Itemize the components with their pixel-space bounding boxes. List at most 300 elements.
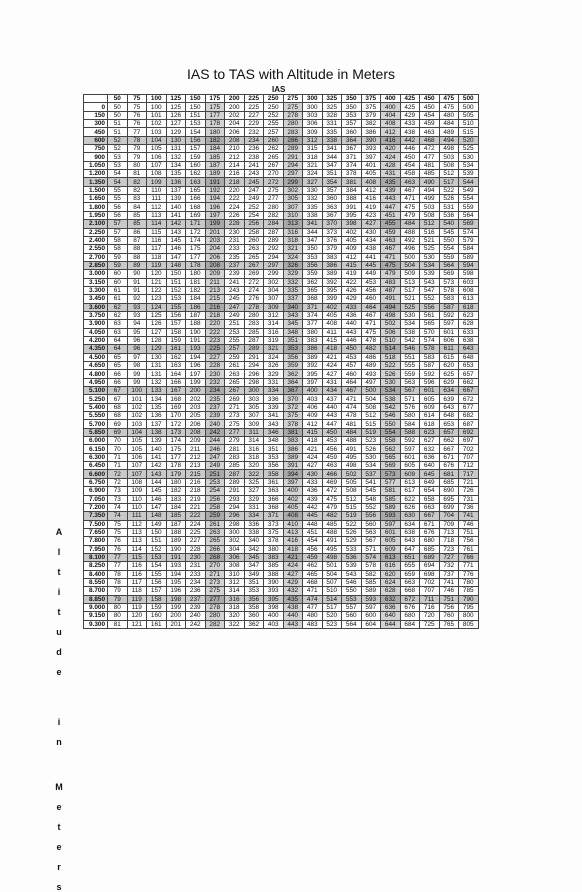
tas-cell: 358 (264, 470, 284, 478)
tas-cell: 164 (166, 370, 186, 378)
tas-cell: 222 (225, 195, 245, 203)
tas-cell: 261 (205, 520, 225, 528)
altitude-cell: 7.500 (84, 520, 108, 528)
tas-cell: 381 (283, 428, 303, 436)
tas-cell: 104 (127, 428, 147, 436)
column-header: 450 (420, 95, 440, 103)
tas-cell: 342 (244, 545, 264, 553)
altitude-label-letter: u (56, 627, 62, 637)
tas-cell: 189 (205, 170, 225, 178)
tas-cell: 303 (244, 395, 264, 403)
tas-cell: 155 (166, 303, 186, 311)
tas-cell: 143 (166, 228, 186, 236)
tas-cell: 491 (322, 537, 342, 545)
tas-cell: 508 (439, 161, 459, 169)
tas-cell: 571 (400, 395, 420, 403)
tas-cell: 136 (147, 412, 167, 420)
tas-cell: 496 (400, 245, 420, 253)
tas-cell: 124 (147, 303, 167, 311)
tas-cell: 500 (400, 253, 420, 261)
tas-cell: 281 (225, 445, 245, 453)
tas-cell: 289 (264, 236, 284, 244)
tas-cell: 737 (439, 570, 459, 578)
tas-cell: 101 (127, 395, 147, 403)
tas-cell: 472 (322, 487, 342, 495)
tas-cell: 255 (225, 336, 245, 344)
tas-cell: 279 (225, 437, 245, 445)
tas-cell: 194 (205, 195, 225, 203)
tas-cell: 229 (244, 120, 264, 128)
tas-cell: 262 (264, 145, 284, 153)
tas-cell: 615 (439, 353, 459, 361)
tas-cell: 522 (381, 362, 401, 370)
tas-cell: 203 (186, 403, 206, 411)
tas-cell: 157 (147, 587, 167, 595)
tas-cell: 134 (166, 161, 186, 169)
tas-cell: 220 (205, 320, 225, 328)
tas-cell: 105 (127, 437, 147, 445)
tas-cell: 805 (459, 620, 479, 628)
tas-cell: 459 (322, 453, 342, 461)
tas-cell: 375 (361, 103, 381, 111)
tas-cell: 251 (205, 470, 225, 478)
tas-cell: 545 (361, 487, 381, 495)
tas-cell: 718 (439, 537, 459, 545)
tas-cell: 436 (303, 487, 323, 495)
tas-cell: 194 (166, 570, 186, 578)
tas-cell: 640 (381, 612, 401, 620)
tas-cell: 419 (342, 270, 362, 278)
tas-cell: 596 (420, 378, 440, 386)
tas-cell: 721 (459, 478, 479, 486)
tas-cell: 299 (264, 270, 284, 278)
tas-cell: 578 (439, 286, 459, 294)
header-row (84, 95, 479, 103)
tas-cell: 347 (322, 161, 342, 169)
tas-cell: 345 (283, 320, 303, 328)
tas-cell: 556 (361, 512, 381, 520)
tas-cell: 725 (420, 620, 440, 628)
tas-cell: 697 (459, 437, 479, 445)
tas-cell: 668 (400, 587, 420, 595)
tas-cell: 368 (303, 295, 323, 303)
tas-cell: 63 (108, 320, 128, 328)
tas-cell: 411 (322, 328, 342, 336)
tas-cell: 152 (166, 286, 186, 294)
tas-cell: 340 (283, 303, 303, 311)
tas-cell: 168 (186, 203, 206, 211)
tas-cell: 141 (166, 211, 186, 219)
tas-cell: 399 (322, 295, 342, 303)
tas-cell: 222 (186, 512, 206, 520)
altitude-label-letter: A (55, 527, 63, 537)
tas-cell: 270 (205, 562, 225, 570)
tas-cell: 597 (439, 320, 459, 328)
tas-cell: 233 (225, 245, 245, 253)
tas-cell: 672 (400, 595, 420, 603)
tas-cell: 393 (361, 145, 381, 153)
tas-cell: 277 (225, 428, 245, 436)
altitude-label-letter: r (57, 862, 61, 872)
tas-cell: 121 (127, 620, 147, 628)
tas-cell: 324 (303, 170, 323, 178)
tas-cell: 245 (225, 295, 245, 303)
tas-cell: 471 (303, 587, 323, 595)
tas-cell: 253 (225, 328, 245, 336)
tas-cell: 237 (205, 403, 225, 411)
tas-cell: 271 (225, 403, 245, 411)
tas-cell: 302 (283, 186, 303, 194)
column-header: 475 (439, 95, 459, 103)
tas-cell: 613 (459, 295, 479, 303)
tas-cell: 404 (381, 111, 401, 119)
tas-cell: 418 (303, 437, 323, 445)
tas-cell: 538 (381, 395, 401, 403)
tas-cell: 558 (381, 437, 401, 445)
tas-cell: 482 (322, 512, 342, 520)
tas-cell: 129 (147, 345, 167, 353)
tas-cell: 321 (283, 245, 303, 253)
tas-cell: 389 (303, 353, 323, 361)
altitude-label-letter: t (57, 567, 61, 577)
tas-cell: 510 (381, 336, 401, 344)
tas-cell: 746 (459, 520, 479, 528)
tas-cell: 446 (342, 336, 362, 344)
tas-cell: 421 (303, 445, 323, 453)
column-header: 200 (225, 95, 245, 103)
tas-cell: 77 (127, 128, 147, 136)
column-header: 250 (264, 95, 284, 103)
tas-cell: 250 (264, 103, 284, 111)
tas-cell: 509 (400, 270, 420, 278)
altitude-cell: 5.400 (84, 403, 108, 411)
tas-cell: 150 (147, 528, 167, 536)
tas-cell: 539 (420, 270, 440, 278)
tas-cell: 156 (147, 578, 167, 586)
tas-cell: 242 (186, 620, 206, 628)
tas-cell: 293 (225, 495, 245, 503)
tas-cell: 707 (459, 453, 479, 461)
tas-cell: 343 (283, 311, 303, 319)
tas-cell: 272 (244, 278, 264, 286)
altitude-cell: 900 (84, 153, 108, 161)
tas-cell: 597 (400, 445, 420, 453)
tas-cell: 565 (420, 320, 440, 328)
tas-cell: 132 (166, 153, 186, 161)
tas-cell: 270 (264, 170, 284, 178)
tas-cell: 298 (244, 378, 264, 386)
tas-cell: 601 (381, 528, 401, 536)
tas-cell: 119 (127, 595, 147, 603)
tas-cell: 421 (322, 353, 342, 361)
tas-cell: 604 (361, 620, 381, 628)
tas-cell: 304 (225, 545, 245, 553)
tas-cell: 167 (166, 387, 186, 395)
tas-cell: 326 (264, 362, 284, 370)
tas-cell: 530 (459, 153, 479, 161)
table-row (84, 445, 479, 453)
tas-cell: 341 (303, 220, 323, 228)
tas-cell: 304 (264, 286, 284, 294)
tas-cell: 651 (400, 553, 420, 561)
tas-cell: 327 (303, 178, 323, 186)
tas-cell: 471 (400, 195, 420, 203)
altitude-cell: 2.850 (84, 261, 108, 269)
tas-cell: 589 (381, 503, 401, 511)
table-row (84, 228, 479, 236)
tas-cell: 424 (303, 453, 323, 461)
tas-cell: 587 (439, 303, 459, 311)
tas-cell: 573 (439, 278, 459, 286)
tas-cell: 191 (166, 553, 186, 561)
tas-cell: 81 (108, 620, 128, 628)
tas-cell: 331 (264, 378, 284, 386)
tas-cell: 353 (244, 587, 264, 595)
tas-cell: 716 (420, 603, 440, 611)
tas-cell: 376 (322, 236, 342, 244)
tas-cell: 324 (264, 353, 284, 361)
tas-cell: 479 (381, 270, 401, 278)
tas-cell: 310 (283, 211, 303, 219)
tas-cell: 202 (186, 395, 206, 403)
tas-cell: 139 (147, 437, 167, 445)
tas-cell: 177 (166, 453, 186, 461)
tas-cell: 402 (283, 495, 303, 503)
tas-cell: 529 (342, 537, 362, 545)
tas-cell: 418 (283, 545, 303, 553)
tas-cell: 554 (439, 245, 459, 253)
tas-cell: 93 (127, 311, 147, 319)
tas-cell: 305 (283, 195, 303, 203)
tas-cell: 239 (186, 603, 206, 611)
tas-cell: 478 (342, 412, 362, 420)
tas-cell: 485 (322, 520, 342, 528)
tas-cell: 523 (322, 620, 342, 628)
tas-cell: 702 (459, 445, 479, 453)
tas-cell: 151 (166, 278, 186, 286)
tas-cell: 191 (205, 178, 225, 186)
tas-cell: 383 (264, 553, 284, 561)
tas-cell: 427 (361, 220, 381, 228)
tas-cell: 111 (147, 195, 167, 203)
tas-cell: 74 (108, 503, 128, 511)
tas-cell: 177 (186, 253, 206, 261)
tas-cell: 429 (342, 295, 362, 303)
column-header: 300 (303, 95, 323, 103)
tas-cell: 142 (166, 220, 186, 228)
tas-cell: 81 (127, 170, 147, 178)
tas-cell: 581 (381, 487, 401, 495)
tas-cell: 561 (420, 311, 440, 319)
tas-cell: 434 (361, 236, 381, 244)
tas-cell: 183 (166, 495, 186, 503)
tas-cell: 257 (225, 345, 245, 353)
tas-cell: 202 (225, 111, 245, 119)
tas-cell: 613 (381, 553, 401, 561)
tas-cell: 690 (439, 487, 459, 495)
tas-cell: 299 (283, 178, 303, 186)
tas-cell: 60 (108, 270, 128, 278)
tas-cell: 492 (400, 236, 420, 244)
tas-cell: 298 (225, 520, 245, 528)
table-row (84, 170, 479, 178)
altitude-cell: 5.250 (84, 395, 108, 403)
tas-cell: 133 (147, 387, 167, 395)
tas-cell: 225 (186, 528, 206, 536)
tas-cell: 253 (205, 478, 225, 486)
tas-cell: 98 (127, 362, 147, 370)
tas-cell: 200 (186, 387, 206, 395)
tas-cell: 109 (127, 487, 147, 495)
tas-cell: 435 (283, 595, 303, 603)
table-row (84, 178, 479, 186)
tas-cell: 224 (225, 203, 245, 211)
tas-cell: 756 (459, 537, 479, 545)
tas-cell: 331 (322, 120, 342, 128)
tas-cell: 117 (127, 578, 147, 586)
tas-cell: 555 (400, 362, 420, 370)
tas-cell: 277 (205, 595, 225, 603)
tas-cell: 102 (147, 120, 167, 128)
tas-cell: 277 (264, 195, 284, 203)
tas-cell: 459 (303, 553, 323, 561)
tas-cell: 159 (186, 153, 206, 161)
tas-cell: 699 (439, 503, 459, 511)
tas-cell: 182 (186, 286, 206, 294)
tas-cell: 278 (244, 303, 264, 311)
tas-cell: 412 (342, 253, 362, 261)
tas-cell: 574 (459, 228, 479, 236)
tas-cell: 585 (361, 578, 381, 586)
tas-cell: 112 (147, 203, 167, 211)
tas-cell: 680 (420, 537, 440, 545)
tas-cell: 503 (420, 203, 440, 211)
tas-cell: 82 (127, 178, 147, 186)
column-header: 175 (205, 95, 225, 103)
tas-cell: 424 (322, 362, 342, 370)
tas-cell: 671 (420, 520, 440, 528)
tas-cell: 302 (225, 537, 245, 545)
tas-cell: 371 (303, 303, 323, 311)
tas-cell: 131 (147, 370, 167, 378)
tas-cell: 338 (322, 136, 342, 144)
column-header: 275 (283, 95, 303, 103)
table-row (84, 587, 479, 595)
tas-cell: 427 (283, 570, 303, 578)
tas-cell: 63 (108, 328, 128, 336)
tas-cell: 193 (186, 345, 206, 353)
column-header: 350 (342, 95, 362, 103)
tas-cell: 59 (108, 253, 128, 261)
tas-cell: 554 (381, 428, 401, 436)
tas-cell: 487 (381, 286, 401, 294)
tas-cell: 283 (244, 320, 264, 328)
tas-cell: 200 (166, 612, 186, 620)
table-row (84, 537, 479, 545)
tas-cell: 300 (225, 528, 245, 536)
tas-cell: 389 (322, 270, 342, 278)
tas-cell: 453 (322, 437, 342, 445)
tas-cell: 427 (322, 370, 342, 378)
tas-cell: 469 (322, 478, 342, 486)
tas-cell: 240 (205, 420, 225, 428)
tas-cell: 115 (127, 553, 147, 561)
tas-cell: 75 (127, 103, 147, 111)
tas-cell: 353 (283, 345, 303, 353)
tas-cell: 400 (283, 487, 303, 495)
tas-cell: 332 (303, 195, 323, 203)
tas-cell: 184 (205, 145, 225, 153)
tas-cell: 351 (283, 336, 303, 344)
tas-cell: 208 (186, 428, 206, 436)
tas-cell: 484 (439, 120, 459, 128)
altitude-cell: 7.350 (84, 512, 108, 520)
tas-cell: 486 (361, 353, 381, 361)
tas-cell: 297 (283, 170, 303, 178)
tas-cell: 135 (147, 403, 167, 411)
tas-cell: 141 (147, 453, 167, 461)
tas-cell: 90 (127, 270, 147, 278)
table-row (84, 211, 479, 219)
tas-cell: 426 (342, 286, 362, 294)
tas-cell: 450 (322, 428, 342, 436)
altitude-cell: 3.750 (84, 311, 108, 319)
tas-cell: 482 (361, 345, 381, 353)
tas-cell: 472 (420, 145, 440, 153)
tas-cell: 543 (342, 570, 362, 578)
table-row (84, 286, 479, 294)
tas-cell: 439 (381, 186, 401, 194)
tas-cell: 390 (361, 136, 381, 144)
table-row (84, 245, 479, 253)
tas-cell: 400 (303, 387, 323, 395)
tas-cell: 761 (459, 545, 479, 553)
tas-cell: 692 (459, 428, 479, 436)
tas-cell: 573 (381, 470, 401, 478)
tas-cell: 96 (127, 345, 147, 353)
tas-cell: 309 (264, 303, 284, 311)
tas-cell: 397 (361, 153, 381, 161)
tas-cell: 765 (439, 620, 459, 628)
table-row (84, 520, 479, 528)
tas-cell: 108 (147, 170, 167, 178)
tas-cell: 151 (147, 537, 167, 545)
tas-cell: 483 (381, 278, 401, 286)
altitude-cell: 1.950 (84, 211, 108, 219)
tas-cell: 454 (303, 537, 323, 545)
tas-cell: 512 (439, 170, 459, 178)
tas-cell: 251 (225, 320, 245, 328)
tas-cell: 322 (225, 620, 245, 628)
tas-cell: 227 (244, 111, 264, 119)
tas-cell: 110 (127, 495, 147, 503)
tas-cell: 80 (108, 603, 128, 611)
tas-cell: 125 (166, 103, 186, 111)
tas-cell: 662 (439, 437, 459, 445)
tas-cell: 577 (381, 478, 401, 486)
altitude-cell: 4.800 (84, 370, 108, 378)
tas-cell: 362 (244, 620, 264, 628)
table-row (84, 295, 479, 303)
tas-cell: 475 (322, 495, 342, 503)
tas-cell: 272 (264, 178, 284, 186)
table-row (84, 553, 479, 561)
tas-cell: 463 (400, 178, 420, 186)
tas-cell: 316 (264, 328, 284, 336)
tas-cell: 79 (108, 595, 128, 603)
tas-cell: 402 (342, 228, 362, 236)
tas-cell: 542 (381, 403, 401, 411)
